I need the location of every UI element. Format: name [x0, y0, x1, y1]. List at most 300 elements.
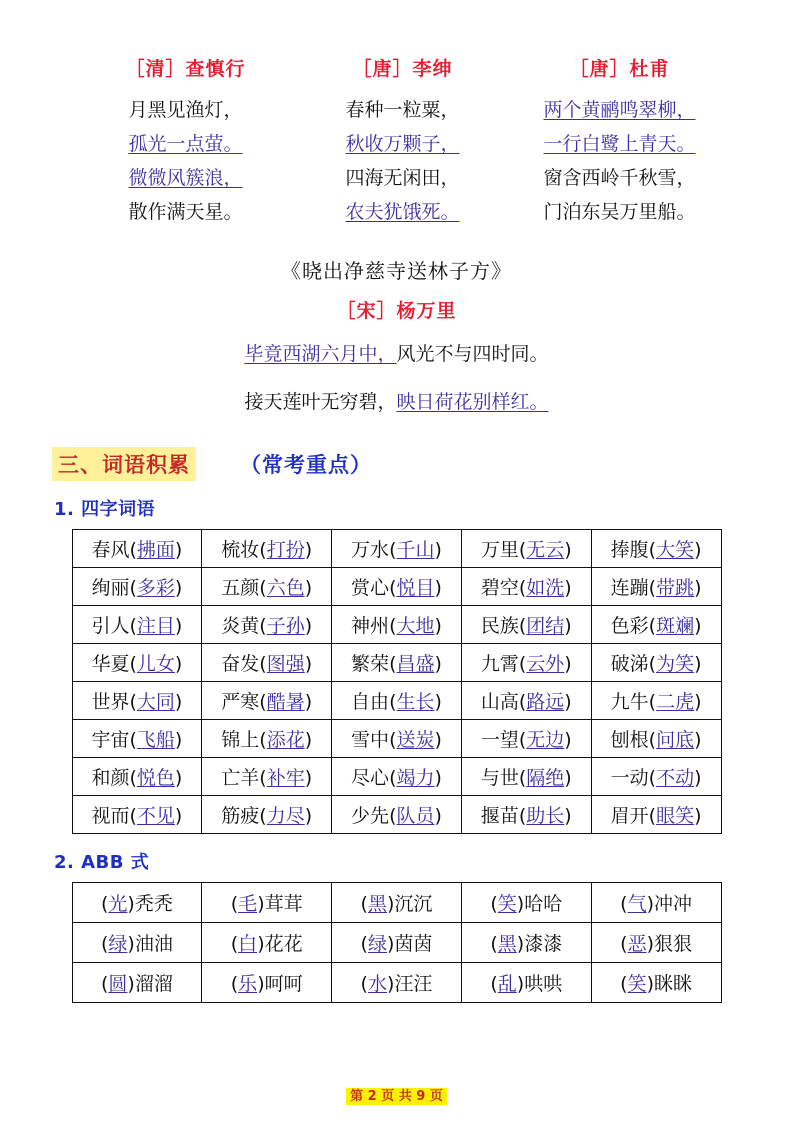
paren-open: ( [490, 933, 498, 955]
poem-line: 农夫犹饿死。 [345, 201, 460, 223]
abb-answer: 白 [238, 933, 258, 955]
paren-open: ( [129, 653, 137, 675]
word-cell [332, 568, 462, 606]
word-answer: 悦目 [396, 577, 435, 599]
word-cell [202, 644, 332, 682]
word-prefix: 九霄 [480, 653, 519, 675]
paren-close: ) [257, 893, 265, 915]
word-prefix: 梳妆 [221, 539, 260, 561]
abb-answer: 毛 [238, 893, 258, 915]
abb-suffix: 狠狠 [654, 933, 693, 955]
word-answer: 酷暑 [266, 691, 305, 713]
word-prefix: 筋疲 [221, 805, 260, 827]
word-cell [332, 796, 462, 834]
word-prefix: 宇宙 [91, 729, 130, 751]
word-answer: 生长 [396, 691, 435, 713]
paren-close: ) [304, 653, 313, 675]
poem-author: ［宋］杨万里 [336, 300, 457, 322]
word-prefix: 一望 [480, 729, 519, 751]
word-answer: 路远 [526, 691, 565, 713]
paren-close: ) [127, 893, 135, 915]
word-answer: 团结 [526, 615, 565, 637]
word-cell [591, 606, 721, 644]
abb-answer: 笑 [627, 973, 647, 995]
paren-close: ) [174, 691, 183, 713]
word-prefix: 碧空 [480, 577, 519, 599]
poem-line: 春种一粒粟， [345, 99, 460, 121]
word-prefix: 少先 [351, 805, 390, 827]
abb-answer: 乱 [497, 973, 517, 995]
abb-answer: 绿 [108, 933, 128, 955]
paren-close: ) [434, 539, 442, 561]
paren-open: ( [129, 577, 137, 599]
word-answer: 打扮 [266, 539, 305, 561]
paren-close: ) [434, 767, 442, 789]
paren-close: ) [694, 615, 702, 637]
abb-cell [332, 883, 462, 923]
word-cell [461, 682, 591, 720]
abb-answer: 恶 [627, 933, 647, 955]
word-answer: 二虎 [656, 691, 695, 713]
paren-open: ( [518, 653, 527, 675]
word-answer: 带跳 [656, 577, 695, 599]
poem-column [295, 54, 510, 229]
word-answer: 无云 [526, 539, 565, 561]
paren-open: ( [389, 691, 397, 713]
word-cell [332, 720, 462, 758]
word-answer: 力尽 [266, 805, 305, 827]
word-cell [591, 568, 721, 606]
poem-segment: 映日荷花别样红。 [396, 391, 549, 413]
paren-open: ( [389, 539, 397, 561]
abb-suffix: 茵茵 [394, 933, 433, 955]
abb-suffix: 呵呵 [264, 973, 303, 995]
word-answer: 隔绝 [526, 767, 565, 789]
poem-line: 四海无闲田， [345, 167, 460, 189]
paren-close: ) [434, 729, 442, 751]
word-cell [202, 682, 332, 720]
word-answer: 大地 [396, 615, 435, 637]
word-cell [461, 644, 591, 682]
table-row [72, 796, 721, 834]
abb-suffix: 冲冲 [654, 893, 693, 915]
word-cell [332, 606, 462, 644]
word-answer: 大同 [136, 691, 175, 713]
word-cell [202, 758, 332, 796]
section-heading [48, 447, 745, 481]
table-row [72, 606, 721, 644]
word-prefix: 刨根 [610, 729, 649, 751]
poem-segment: 接天莲叶无穷碧， [244, 391, 397, 413]
paren-open: ( [129, 691, 137, 713]
paren-close: ) [304, 691, 313, 713]
paren-open: ( [360, 973, 368, 995]
abb-cell [72, 883, 202, 923]
four-char-words-table [72, 529, 722, 834]
abb-cell [202, 923, 332, 963]
paren-open: ( [518, 691, 527, 713]
word-cell [72, 530, 202, 568]
paren-close: ) [304, 539, 313, 561]
word-prefix: 严寒 [221, 691, 260, 713]
table-row [72, 568, 721, 606]
table-row [72, 720, 721, 758]
word-prefix: 引人 [91, 615, 130, 637]
poem-author: ［唐］李绅 [352, 58, 453, 80]
word-cell [72, 796, 202, 834]
word-answer: 如洗 [526, 577, 565, 599]
poem-line: 一行白鹭上青天。 [543, 133, 696, 155]
word-prefix: 华夏 [91, 653, 130, 675]
word-cell [461, 530, 591, 568]
word-cell [72, 682, 202, 720]
paren-open: ( [100, 893, 109, 915]
paren-close: ) [174, 653, 183, 675]
paren-open: ( [389, 767, 397, 789]
poem-line: 两个黄鹂鸣翠柳， [543, 99, 696, 121]
word-cell [72, 644, 202, 682]
word-answer: 注目 [136, 615, 175, 637]
paren-open: ( [259, 691, 267, 713]
paren-open: ( [129, 615, 137, 637]
abb-suffix: 秃秃 [134, 893, 173, 915]
paren-close: ) [564, 691, 572, 713]
word-cell [332, 644, 462, 682]
word-prefix: 破涕 [610, 653, 649, 675]
word-cell [591, 530, 721, 568]
word-answer: 添花 [266, 729, 305, 751]
word-cell [591, 720, 721, 758]
paren-close: ) [694, 805, 702, 827]
word-prefix: 奋发 [221, 653, 260, 675]
paren-open: ( [259, 767, 267, 789]
paren-close: ) [434, 615, 442, 637]
word-prefix: 万水 [351, 539, 390, 561]
paren-open: ( [100, 973, 109, 995]
paren-close: ) [694, 691, 702, 713]
word-prefix: 五颜 [221, 577, 260, 599]
abb-suffix: 眯眯 [654, 973, 693, 995]
table-row [72, 963, 721, 1003]
word-answer: 助长 [526, 805, 565, 827]
poem-author: ［唐］杜甫 [569, 58, 670, 80]
poem-column [78, 54, 293, 229]
table-row [72, 682, 721, 720]
abb-cell [72, 963, 202, 1003]
subsection-abb-label: 2. ABB 式 [54, 852, 150, 873]
poem-columns [48, 54, 745, 229]
paren-close: ) [564, 577, 572, 599]
paren-close: ) [434, 805, 442, 827]
paren-close: ) [516, 893, 525, 915]
word-prefix: 神州 [351, 615, 390, 637]
word-prefix: 雪中 [351, 729, 390, 751]
poem-couplet [48, 385, 745, 419]
word-answer: 送炭 [396, 729, 435, 751]
poem-line: 微微风簇浪， [128, 167, 243, 189]
paren-open: ( [518, 805, 527, 827]
word-prefix: 民族 [480, 615, 519, 637]
poem-line: 散作满天星。 [128, 201, 243, 223]
abb-answer: 黑 [497, 933, 517, 955]
paren-close: ) [516, 933, 525, 955]
abb-answer: 圆 [108, 973, 128, 995]
paren-open: ( [648, 691, 657, 713]
poem-line: 孤光一点萤。 [128, 133, 243, 155]
word-prefix: 绚丽 [91, 577, 130, 599]
word-prefix: 与世 [480, 767, 519, 789]
abb-answer: 水 [367, 973, 387, 995]
word-answer: 队员 [396, 805, 435, 827]
poem-couplet [48, 337, 745, 371]
paren-open: ( [259, 653, 267, 675]
word-cell [202, 606, 332, 644]
paren-open: ( [648, 767, 657, 789]
paren-close: ) [564, 615, 572, 637]
word-answer: 千山 [396, 539, 435, 561]
poem-single [48, 255, 745, 419]
word-answer: 图强 [266, 653, 305, 675]
word-answer: 昌盛 [396, 653, 435, 675]
paren-close: ) [646, 973, 655, 995]
paren-open: ( [389, 653, 397, 675]
abb-suffix: 油油 [134, 933, 173, 955]
paren-close: ) [516, 973, 525, 995]
paren-close: ) [127, 933, 135, 955]
paren-open: ( [129, 767, 137, 789]
word-prefix: 色彩 [610, 615, 649, 637]
paren-close: ) [257, 933, 265, 955]
word-cell [461, 568, 591, 606]
word-prefix: 和颜 [91, 767, 130, 789]
abb-cell [461, 923, 591, 963]
word-cell [332, 682, 462, 720]
paren-open: ( [230, 973, 239, 995]
paren-close: ) [564, 653, 572, 675]
poem-title: 《晓出净慈寺送林子方》 [281, 259, 512, 283]
poem-column [512, 54, 727, 229]
word-answer: 拂面 [136, 539, 175, 561]
paren-close: ) [304, 767, 313, 789]
paren-open: ( [648, 577, 657, 599]
word-prefix: 繁荣 [351, 653, 390, 675]
paren-open: ( [648, 615, 657, 637]
poem-line: 秋收万颗子， [345, 133, 460, 155]
paren-open: ( [389, 805, 397, 827]
section-note: （常考重点） [240, 453, 372, 477]
word-prefix: 炎黄 [221, 615, 260, 637]
abb-cell [202, 963, 332, 1003]
paren-open: ( [648, 653, 657, 675]
word-cell [332, 530, 462, 568]
table-row [72, 883, 721, 923]
word-answer: 补牢 [266, 767, 305, 789]
paren-close: ) [564, 539, 572, 561]
word-cell [591, 758, 721, 796]
word-answer: 多彩 [136, 577, 175, 599]
word-cell [461, 796, 591, 834]
paren-close: ) [694, 767, 702, 789]
word-cell [461, 606, 591, 644]
word-cell [202, 568, 332, 606]
paren-close: ) [386, 973, 395, 995]
word-prefix: 万里 [480, 539, 519, 561]
paren-open: ( [518, 729, 527, 751]
paren-close: ) [174, 729, 183, 751]
word-answer: 云外 [526, 653, 565, 675]
paren-close: ) [434, 653, 442, 675]
paren-close: ) [174, 577, 183, 599]
paren-open: ( [230, 933, 239, 955]
paren-open: ( [620, 933, 628, 955]
paren-close: ) [304, 615, 313, 637]
paren-close: ) [434, 577, 442, 599]
word-cell [202, 796, 332, 834]
poem-segment: 毕竟西湖六月中， [244, 343, 397, 365]
abb-suffix: 溜溜 [134, 973, 173, 995]
paren-open: ( [389, 577, 397, 599]
table-row [72, 923, 721, 963]
paren-close: ) [174, 805, 183, 827]
paren-open: ( [129, 729, 137, 751]
word-cell [72, 758, 202, 796]
word-prefix: 春风 [91, 539, 130, 561]
abb-answer: 笑 [497, 893, 517, 915]
word-cell [591, 682, 721, 720]
abb-answer: 黑 [367, 893, 387, 915]
word-prefix: 一动 [610, 767, 649, 789]
word-prefix: 连蹦 [610, 577, 649, 599]
word-prefix: 揠苗 [480, 805, 519, 827]
abb-suffix: 漆漆 [524, 933, 563, 955]
paren-open: ( [389, 615, 397, 637]
word-answer: 六色 [266, 577, 305, 599]
word-cell [72, 568, 202, 606]
abb-cell [591, 923, 721, 963]
poem-author: ［清］查慎行 [125, 58, 246, 80]
paren-close: ) [304, 577, 313, 599]
word-cell [72, 606, 202, 644]
poem-segment: 风光不与四时同。 [396, 343, 549, 365]
word-cell [591, 644, 721, 682]
paren-close: ) [694, 653, 702, 675]
table-row [72, 644, 721, 682]
word-cell [202, 530, 332, 568]
word-prefix: 锦上 [221, 729, 260, 751]
paren-open: ( [518, 539, 527, 561]
paren-open: ( [620, 893, 628, 915]
paren-open: ( [518, 615, 527, 637]
paren-open: ( [259, 729, 267, 751]
paren-close: ) [434, 691, 442, 713]
paren-open: ( [490, 893, 498, 915]
abb-answer: 气 [627, 893, 647, 915]
paren-close: ) [564, 729, 572, 751]
paren-open: ( [648, 805, 657, 827]
paren-close: ) [304, 805, 313, 827]
paren-open: ( [259, 615, 267, 637]
poem-line: 门泊东吴万里船。 [543, 201, 696, 223]
word-prefix: 尽心 [351, 767, 390, 789]
paren-open: ( [259, 539, 267, 561]
paren-open: ( [259, 577, 267, 599]
word-prefix: 赏心 [351, 577, 390, 599]
abb-suffix: 花花 [264, 933, 303, 955]
paren-open: ( [360, 893, 368, 915]
abb-suffix: 沉沉 [394, 893, 433, 915]
abb-cell [202, 883, 332, 923]
abb-suffix: 哈哈 [524, 893, 563, 915]
abb-cell [591, 883, 721, 923]
abb-cell [461, 883, 591, 923]
paren-close: ) [257, 973, 265, 995]
paren-close: ) [127, 973, 135, 995]
paren-close: ) [694, 577, 702, 599]
paren-close: ) [304, 729, 313, 751]
word-answer: 为笑 [656, 653, 695, 675]
table-row [72, 758, 721, 796]
word-prefix: 视而 [91, 805, 130, 827]
word-prefix: 自由 [351, 691, 390, 713]
page-footer [0, 1085, 793, 1104]
abb-cell [332, 963, 462, 1003]
abb-suffix: 茸茸 [264, 893, 303, 915]
abb-suffix: 哄哄 [524, 973, 563, 995]
paren-open: ( [259, 805, 267, 827]
paren-open: ( [100, 933, 109, 955]
word-answer: 子孙 [266, 615, 305, 637]
abb-cell [591, 963, 721, 1003]
word-answer: 大笑 [656, 539, 695, 561]
word-prefix: 眉开 [610, 805, 649, 827]
abb-cell [332, 923, 462, 963]
word-answer: 问底 [656, 729, 695, 751]
subsection-four-char-label: 1. 四字词语 [54, 499, 156, 520]
page-number: 第 2 页 共 9 页 [346, 1088, 447, 1105]
paren-close: ) [174, 539, 183, 561]
table-row [72, 530, 721, 568]
word-prefix: 山高 [480, 691, 519, 713]
paren-close: ) [174, 615, 183, 637]
word-answer: 飞船 [136, 729, 175, 751]
word-answer: 竭力 [396, 767, 435, 789]
poem-line: 窗含西岭千秋雪， [543, 167, 696, 189]
paren-open: ( [230, 893, 239, 915]
paren-open: ( [648, 539, 657, 561]
word-answer: 儿女 [136, 653, 175, 675]
paren-open: ( [620, 973, 628, 995]
paren-open: ( [360, 933, 368, 955]
word-prefix: 亡羊 [221, 767, 260, 789]
abb-answer: 绿 [367, 933, 387, 955]
paren-open: ( [129, 539, 137, 561]
paren-close: ) [694, 729, 702, 751]
paren-open: ( [518, 577, 527, 599]
word-cell [72, 720, 202, 758]
word-cell [332, 758, 462, 796]
abb-answer: 乐 [238, 973, 258, 995]
word-answer: 悦色 [136, 767, 175, 789]
paren-close: ) [564, 767, 572, 789]
word-answer: 眼笑 [656, 805, 695, 827]
abb-words-table [72, 882, 722, 1003]
paren-close: ) [386, 893, 395, 915]
section-title: 三、词语积累 [52, 447, 196, 481]
paren-close: ) [646, 933, 655, 955]
abb-cell [461, 963, 591, 1003]
word-answer: 不见 [136, 805, 175, 827]
paren-close: ) [564, 805, 572, 827]
